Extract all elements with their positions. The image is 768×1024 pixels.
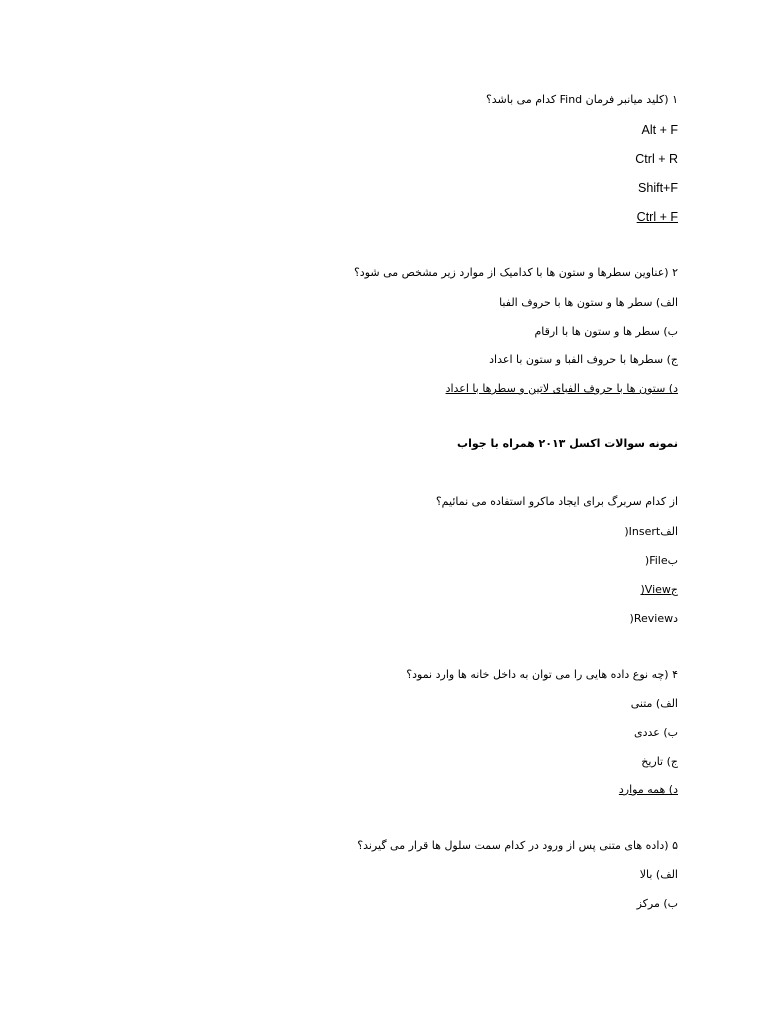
question-5: ۵ (داده های متنی پس از ورود در کدام سمت سلول ها قرار می گیرند؟ [357, 839, 678, 852]
q2-correct-answer: د) ستون ها با حروف الفبای لاتین و سطرها با اعداد [445, 382, 678, 395]
question-4: ۴ (چه نوع داده هایی را می توان به داخل خانه ها وارد نمود؟ [406, 668, 678, 681]
q4-option-b: ب) عددی [634, 726, 678, 739]
q5-option-b: ب) مرکز [636, 897, 678, 910]
q5-option-a: الف) بالا [639, 868, 678, 881]
q2-option-b: ب) سطر ها و ستون ها با ارقام [534, 325, 678, 338]
q1-option-c: Shift+F [638, 181, 678, 195]
q4-correct-answer: د) همه موارد [618, 783, 678, 796]
q4-option-c: ج) تاریخ [641, 755, 678, 768]
question-3: از کدام سربرگ برای ایجاد ماکرو استفاده می نمائیم؟ [435, 495, 678, 508]
q3-option-d: دReview( [629, 612, 678, 625]
section-heading: نمونه سوالات اکسل ۲۰۱۳ همراه با جواب [457, 437, 678, 450]
q3-option-b: بFile( [644, 554, 678, 567]
q4-option-a: الف) متنی [630, 697, 678, 710]
q3-option-a: الفInsert( [624, 525, 678, 538]
question-2: ۲ (عناوین سطرها و ستون ها با کدامیک از موارد زیر مشخص می شود؟ [353, 266, 678, 279]
q2-option-c: ج) سطرها با حروف الفبا و ستون با اعداد [489, 353, 678, 366]
q1-correct-answer: Ctrl + F [636, 210, 678, 224]
question-1: ۱ (کلید میانبر فرمان Find کدام می باشد؟ [485, 93, 678, 106]
q2-option-a: الف) سطر ها و ستون ها با حروف الفبا [499, 296, 678, 309]
q1-option-a: Alt + F [641, 123, 678, 137]
q1-option-b: Ctrl + R [635, 152, 678, 166]
q3-correct-answer: جView( [640, 583, 678, 596]
